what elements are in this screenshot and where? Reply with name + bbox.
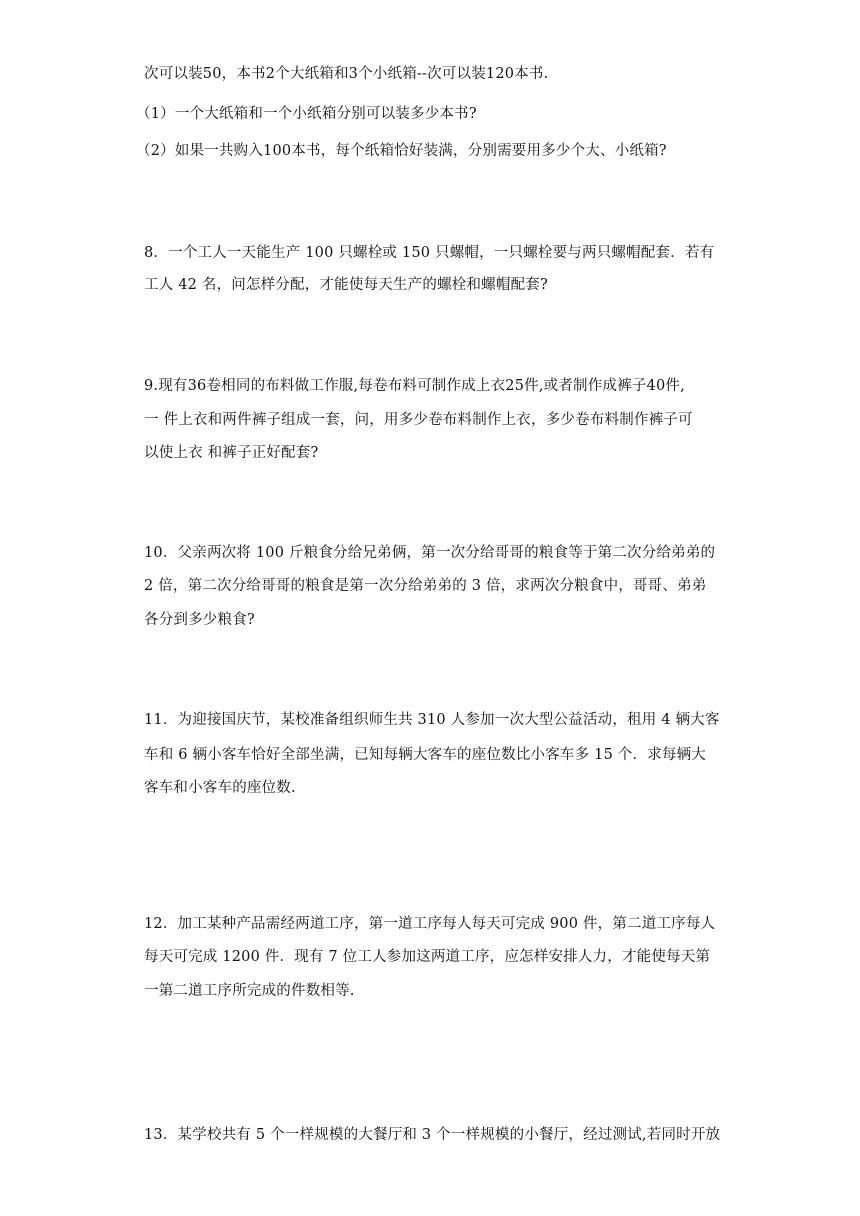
problem-11-line-3: 客车和小客车的座位数.	[144, 780, 296, 796]
problem-10-line-2: 2 倍，第二次分给哥哥的粮食是第一次分给弟弟的 3 倍，求两次分粮食中，哥哥、弟弟	[144, 578, 707, 594]
problem-10-line-3: 各分到多少粮食?	[144, 612, 255, 628]
problem-7-line-1: 次可以装50，本书2个大纸箱和3个小纸箱--次可以装120本书.	[144, 66, 549, 82]
problem-8-line-1: 8．一个工人一天能生产 100 只螺栓或 150 只螺帽，一只螺栓要与两只螺帽配套．若有	[144, 245, 715, 261]
problem-11-line-2: 车和 6 辆小客车恰好全部坐满，已知每辆大客车的座位数比小客车多 15 个．求每辆大	[144, 747, 707, 763]
problem-10-line-1: 10．父亲两次将 100 斤粮食分给兄弟俩，第一次分给哥哥的粮食等于第二次分给弟弟的	[144, 545, 716, 561]
problem-7-part-1: （1）一个大纸箱和一个小纸箱分别可以装多少本书?	[136, 106, 477, 122]
problem-11-line-1: 11．为迎接国庆节，某校准备组织师生共 310 人参加一次大型公益活动，租用 4 辆大客	[144, 712, 720, 728]
problem-7-part-2: （2）如果一共购入100本书，每个纸箱恰好装满，分别需要用多少个大、小纸箱?	[136, 143, 667, 159]
problem-8-line-2: 工人 42 名，问怎样分配，才能使每天生产的螺栓和螺帽配套?	[144, 277, 548, 293]
problem-9-line-1: 9.现有36卷相同的布料做工作服,每卷布料可制作成上衣25件,或者制作成裤子40件,	[144, 378, 685, 394]
problem-9-line-3: 以使上衣 和裤子正好配套?	[144, 445, 319, 461]
problem-12-line-3: 一第二道工序所完成的件数相等.	[144, 983, 355, 999]
problem-13-line-1: 13．某学校共有 5 个一样规模的大餐厅和 3 个一样规模的小餐厅，经过测试,若同时开放	[144, 1127, 721, 1143]
problem-12-line-1: 12．加工某种产品需经两道工序，第一道工序每人每天可完成 900 件，第二道工序每人	[144, 916, 716, 932]
problem-9-line-2: 一 件上衣和两件裤子组成一套，问，用多少卷布料制作上衣，多少卷布料制作裤子可	[144, 412, 693, 428]
problem-12-line-2: 每天可完成 1200 件．现有 7 位工人参加这两道工序，应怎样安排人力，才能使每天第	[144, 949, 711, 965]
